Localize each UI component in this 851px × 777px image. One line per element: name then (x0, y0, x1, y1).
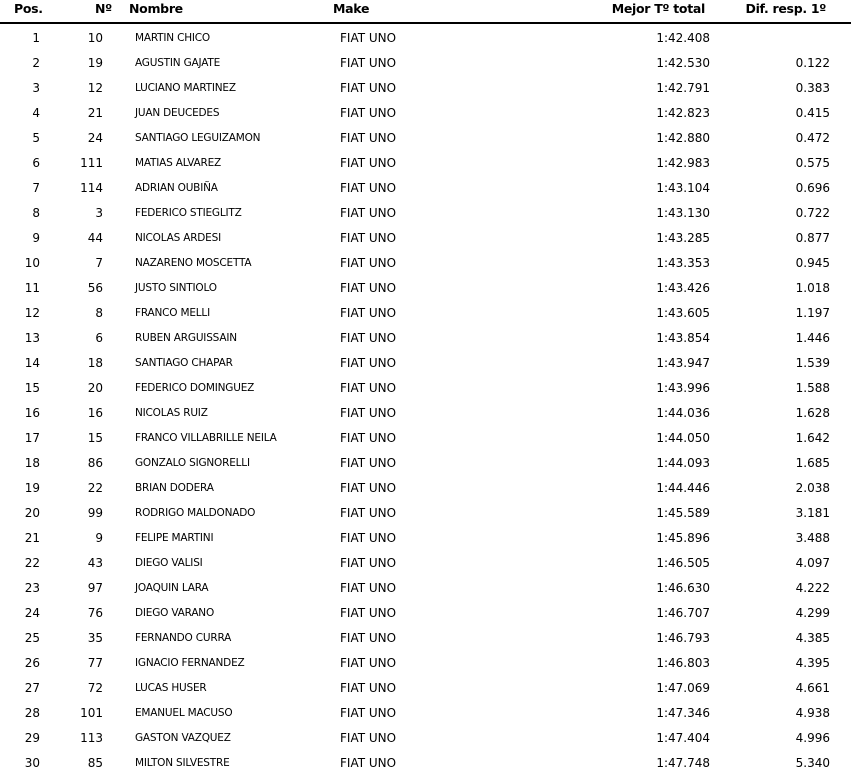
table-header (0, 0, 851, 24)
cell-best-time: 1:47.404 (656, 731, 710, 745)
cell-driver-name: DIEGO VALISI (135, 557, 203, 569)
cell-pos: 23 (24, 581, 40, 595)
cell-driver-name: GONZALO SIGNORELLI (135, 457, 250, 469)
cell-pos: 15 (24, 381, 40, 395)
cell-make: FIAT UNO (340, 531, 397, 545)
table-row (0, 150, 851, 175)
cell-number: 77 (87, 656, 103, 670)
cell-pos: 17 (24, 431, 40, 445)
cell-best-time: 1:47.069 (656, 681, 710, 695)
cell-pos: 26 (24, 656, 40, 670)
cell-number: 113 (80, 731, 103, 745)
table-row (0, 500, 851, 525)
cell-difference: 4.661 (795, 681, 830, 695)
cell-make: FIAT UNO (340, 56, 397, 70)
cell-best-time: 1:43.285 (656, 231, 710, 245)
table-row (0, 450, 851, 475)
cell-best-time: 1:47.748 (656, 756, 710, 770)
table-row (0, 525, 851, 550)
cell-best-time: 1:44.036 (656, 406, 710, 420)
cell-difference: 0.722 (795, 206, 830, 220)
cell-number: 7 (95, 256, 103, 270)
cell-number: 24 (87, 131, 103, 145)
cell-pos: 27 (24, 681, 40, 695)
cell-number: 97 (87, 581, 103, 595)
cell-pos: 5 (32, 131, 40, 145)
cell-difference: 4.097 (795, 556, 830, 570)
cell-number: 19 (87, 56, 103, 70)
header-number: Nº (95, 1, 112, 16)
cell-best-time: 1:46.505 (656, 556, 710, 570)
cell-pos: 21 (24, 531, 40, 545)
cell-pos: 22 (24, 556, 40, 570)
table-row (0, 225, 851, 250)
cell-pos: 20 (24, 506, 40, 520)
cell-number: 20 (87, 381, 103, 395)
cell-pos: 14 (24, 356, 40, 370)
cell-difference: 0.472 (795, 131, 830, 145)
table-row (0, 100, 851, 125)
cell-make: FIAT UNO (340, 306, 397, 320)
cell-difference: 0.696 (795, 181, 830, 195)
cell-best-time: 1:46.630 (656, 581, 710, 595)
cell-make: FIAT UNO (340, 181, 397, 195)
cell-pos: 3 (32, 81, 40, 95)
cell-make: FIAT UNO (340, 131, 397, 145)
cell-pos: 9 (32, 231, 40, 245)
cell-driver-name: MILTON SILVESTRE (135, 757, 230, 769)
cell-difference: 4.938 (795, 706, 830, 720)
table-row (0, 425, 851, 450)
cell-best-time: 1:44.050 (656, 431, 710, 445)
cell-best-time: 1:46.803 (656, 656, 710, 670)
cell-make: FIAT UNO (340, 556, 397, 570)
cell-best-time: 1:44.446 (656, 481, 710, 495)
cell-make: FIAT UNO (340, 156, 397, 170)
cell-best-time: 1:44.093 (656, 456, 710, 470)
cell-number: 18 (87, 356, 103, 370)
cell-driver-name: DIEGO VARANO (135, 607, 215, 619)
cell-difference: 3.181 (795, 506, 830, 520)
cell-make: FIAT UNO (340, 406, 397, 420)
cell-difference: 4.385 (795, 631, 830, 645)
cell-pos: 6 (32, 156, 40, 170)
cell-driver-name: JUAN DEUCEDES (135, 107, 220, 119)
cell-pos: 24 (24, 606, 40, 620)
cell-number: 21 (87, 106, 103, 120)
cell-number: 3 (95, 206, 103, 220)
table-row (0, 25, 851, 50)
table-row (0, 275, 851, 300)
cell-make: FIAT UNO (340, 506, 397, 520)
cell-best-time: 1:42.408 (656, 31, 710, 45)
cell-best-time: 1:45.589 (656, 506, 710, 520)
cell-pos: 30 (24, 756, 40, 770)
cell-difference: 1.446 (795, 331, 830, 345)
cell-best-time: 1:42.530 (656, 56, 710, 70)
cell-driver-name: NICOLAS ARDESI (135, 232, 221, 244)
cell-best-time: 1:46.793 (656, 631, 710, 645)
cell-best-time: 1:43.130 (656, 206, 710, 220)
table-row (0, 725, 851, 750)
header-difference: Dif. resp. 1º (745, 1, 826, 16)
cell-pos: 28 (24, 706, 40, 720)
cell-pos: 2 (32, 56, 40, 70)
cell-pos: 1 (32, 31, 40, 45)
cell-best-time: 1:43.854 (656, 331, 710, 345)
header-best-time: Mejor Tº total (611, 1, 705, 16)
cell-difference: 0.575 (795, 156, 830, 170)
cell-difference: 4.996 (795, 731, 830, 745)
cell-make: FIAT UNO (340, 756, 397, 770)
table-row (0, 300, 851, 325)
cell-make: FIAT UNO (340, 331, 397, 345)
cell-number: 12 (87, 81, 103, 95)
table-row (0, 400, 851, 425)
cell-best-time: 1:43.996 (656, 381, 710, 395)
cell-driver-name: FELIPE MARTINI (135, 532, 214, 544)
cell-difference: 1.642 (795, 431, 830, 445)
cell-difference: 0.877 (795, 231, 830, 245)
cell-best-time: 1:42.823 (656, 106, 710, 120)
cell-make: FIAT UNO (340, 631, 397, 645)
cell-number: 15 (87, 431, 103, 445)
table-row (0, 625, 851, 650)
cell-best-time: 1:42.880 (656, 131, 710, 145)
cell-best-time: 1:43.426 (656, 281, 710, 295)
header-pos: Pos. (14, 1, 43, 16)
cell-best-time: 1:45.896 (656, 531, 710, 545)
cell-make: FIAT UNO (340, 81, 397, 95)
cell-number: 44 (87, 231, 103, 245)
cell-driver-name: GASTON VAZQUEZ (135, 732, 231, 744)
cell-driver-name: JUSTO SINTIOLO (135, 282, 217, 294)
cell-difference: 4.299 (795, 606, 830, 620)
cell-number: 86 (87, 456, 103, 470)
table-row (0, 200, 851, 225)
cell-make: FIAT UNO (340, 106, 397, 120)
cell-number: 9 (95, 531, 103, 545)
cell-pos: 4 (32, 106, 40, 120)
cell-difference: 1.018 (795, 281, 830, 295)
cell-pos: 10 (24, 256, 40, 270)
cell-difference: 0.383 (795, 81, 830, 95)
cell-best-time: 1:43.353 (656, 256, 710, 270)
cell-best-time: 1:43.104 (656, 181, 710, 195)
cell-driver-name: NAZARENO MOSCETTA (135, 257, 252, 269)
cell-driver-name: SANTIAGO CHAPAR (135, 357, 233, 369)
cell-pos: 16 (24, 406, 40, 420)
cell-difference: 4.222 (795, 581, 830, 595)
cell-difference: 1.539 (795, 356, 830, 370)
table-row (0, 750, 851, 775)
cell-make: FIAT UNO (340, 731, 397, 745)
cell-make: FIAT UNO (340, 281, 397, 295)
cell-driver-name: FRANCO VILLABRILLE NEILA (135, 432, 277, 444)
cell-pos: 11 (24, 281, 40, 295)
cell-number: 56 (87, 281, 103, 295)
cell-make: FIAT UNO (340, 456, 397, 470)
cell-best-time: 1:42.791 (656, 81, 710, 95)
cell-driver-name: ADRIAN OUBIÑA (135, 182, 218, 194)
cell-pos: 25 (24, 631, 40, 645)
cell-number: 35 (87, 631, 103, 645)
cell-number: 6 (95, 331, 103, 345)
results-table-body (0, 25, 851, 775)
cell-number: 22 (87, 481, 103, 495)
cell-number: 111 (80, 156, 103, 170)
cell-driver-name: FERNANDO CURRA (135, 632, 232, 644)
cell-make: FIAT UNO (340, 581, 397, 595)
table-row (0, 250, 851, 275)
cell-pos: 8 (32, 206, 40, 220)
cell-driver-name: AGUSTIN GAJATE (135, 57, 221, 69)
table-row (0, 475, 851, 500)
table-row (0, 575, 851, 600)
cell-make: FIAT UNO (340, 656, 397, 670)
cell-driver-name: LUCAS HUSER (135, 682, 207, 694)
cell-driver-name: EMANUEL MACUSO (135, 707, 233, 719)
cell-make: FIAT UNO (340, 706, 397, 720)
cell-make: FIAT UNO (340, 206, 397, 220)
table-row (0, 600, 851, 625)
table-row (0, 550, 851, 575)
cell-pos: 7 (32, 181, 40, 195)
cell-pos: 18 (24, 456, 40, 470)
cell-difference: 3.488 (795, 531, 830, 545)
cell-number: 8 (95, 306, 103, 320)
table-row (0, 325, 851, 350)
cell-make: FIAT UNO (340, 31, 397, 45)
cell-make: FIAT UNO (340, 256, 397, 270)
cell-number: 99 (87, 506, 103, 520)
cell-driver-name: SANTIAGO LEGUIZAMON (135, 132, 261, 144)
cell-pos: 12 (24, 306, 40, 320)
table-row (0, 175, 851, 200)
cell-best-time: 1:46.707 (656, 606, 710, 620)
cell-driver-name: RODRIGO MALDONADO (135, 507, 256, 519)
table-row (0, 125, 851, 150)
cell-driver-name: MATIAS ALVAREZ (135, 157, 222, 169)
cell-driver-name: JOAQUIN LARA (135, 582, 209, 594)
cell-pos: 19 (24, 481, 40, 495)
cell-difference: 0.122 (795, 56, 830, 70)
cell-make: FIAT UNO (340, 606, 397, 620)
cell-difference: 0.945 (795, 256, 830, 270)
cell-difference: 5.340 (795, 756, 830, 770)
cell-pos: 29 (24, 731, 40, 745)
cell-number: 16 (87, 406, 103, 420)
header-make: Make (333, 1, 370, 16)
cell-make: FIAT UNO (340, 481, 397, 495)
cell-number: 43 (87, 556, 103, 570)
cell-driver-name: FEDERICO DOMINGUEZ (135, 382, 255, 394)
header-name: Nombre (129, 1, 183, 16)
cell-best-time: 1:43.605 (656, 306, 710, 320)
cell-difference: 2.038 (795, 481, 830, 495)
cell-number: 72 (87, 681, 103, 695)
cell-driver-name: IGNACIO FERNANDEZ (135, 657, 245, 669)
table-row (0, 675, 851, 700)
cell-number: 76 (87, 606, 103, 620)
cell-best-time: 1:43.947 (656, 356, 710, 370)
cell-difference: 1.685 (795, 456, 830, 470)
cell-difference: 0.415 (795, 106, 830, 120)
cell-make: FIAT UNO (340, 231, 397, 245)
cell-number: 114 (80, 181, 103, 195)
cell-driver-name: MARTIN CHICO (135, 32, 210, 44)
cell-number: 10 (87, 31, 103, 45)
table-row (0, 700, 851, 725)
table-row (0, 375, 851, 400)
cell-pos: 13 (24, 331, 40, 345)
cell-number: 85 (87, 756, 103, 770)
cell-driver-name: FEDERICO STIEGLITZ (135, 207, 242, 219)
cell-driver-name: RUBEN ARGUISSAIN (135, 332, 237, 344)
table-row (0, 75, 851, 100)
cell-difference: 1.628 (795, 406, 830, 420)
cell-difference: 1.588 (795, 381, 830, 395)
table-row (0, 650, 851, 675)
cell-difference: 1.197 (795, 306, 830, 320)
cell-driver-name: NICOLAS RUIZ (135, 407, 208, 419)
cell-best-time: 1:47.346 (656, 706, 710, 720)
cell-best-time: 1:42.983 (656, 156, 710, 170)
cell-driver-name: FRANCO MELLI (135, 307, 210, 319)
cell-make: FIAT UNO (340, 381, 397, 395)
cell-make: FIAT UNO (340, 681, 397, 695)
cell-driver-name: BRIAN DODERA (135, 482, 214, 494)
cell-driver-name: LUCIANO MARTINEZ (135, 82, 236, 94)
cell-difference: 4.395 (795, 656, 830, 670)
table-row (0, 50, 851, 75)
cell-number: 101 (80, 706, 103, 720)
cell-make: FIAT UNO (340, 431, 397, 445)
cell-make: FIAT UNO (340, 356, 397, 370)
table-row (0, 350, 851, 375)
